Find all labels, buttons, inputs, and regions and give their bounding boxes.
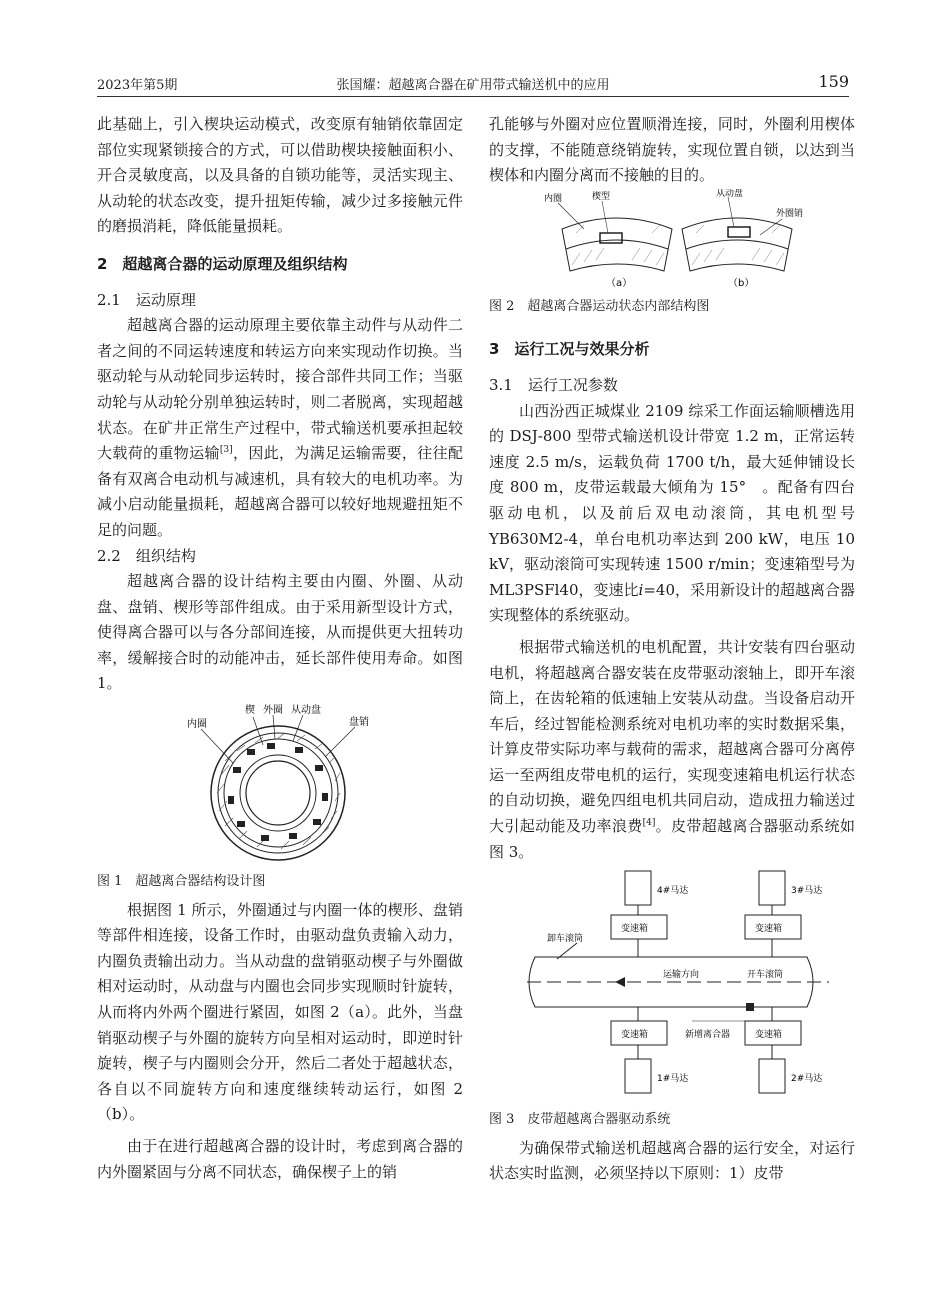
paragraph-design: 由于在进行超越离合器的设计时，考虑到离合器的内外圈紧固与分离不同状态，确保楔子上的销 <box>97 1137 463 1181</box>
start-drum-label: 开车滚筒 <box>747 970 784 981</box>
fig2-label-pin: 外圈销 <box>776 208 804 219</box>
paragraph-intro: 此基础上，引入楔块运动模式，改变原有轴销依靠固定部位实现紧锁接合的方式，可以借助楔块接触面积小、开合灵敏度高，以及具备的自锁功能等，灵活实现主、从动轮的状态改变，提升扭矩传输，减少过多接触元件的磨损消耗，降低能量损耗。 <box>97 115 463 236</box>
label-wedge: 楔 <box>245 705 255 717</box>
new-clutch-label: 新增离合器 <box>685 1030 731 1041</box>
gearbox-label-top-right: 变速箱 <box>755 924 783 935</box>
motor-3-label: 3#马达 <box>791 886 823 897</box>
new-clutch-mark <box>746 1003 754 1011</box>
paragraph-3-2: 根据带式输送机的电机配置，共计安装有四台驱动电机，将超越离合器安装在皮带驱动滚轴上，即开车滚筒上，在齿轮箱的低速轴上安装从动盘。当设备启动开车后，经过智能检测系统对电机功率的实时数据采集，计算皮带实际功率与载荷的需求，超越离合器可分离停运一至两组皮带电机的运行，实现变速箱电机运行状态的自动切换，避免四组电机共同启动，造成扭力输送过大引起动能及功率浪费[4]。皮带超越离合器驱动系统如图 3。 <box>489 637 855 861</box>
running-title: 张国耀：超越离合器在矿用带式输送机中的应用 <box>336 78 610 93</box>
section-2-heading: 2 超越离合器的运动原理及组织结构 <box>97 254 348 273</box>
paragraph-2-1: 超越离合器的运动原理主要依靠主动件与从动件二者之间的不同运转速度和转运方向来实现动作切换。当驱动轮与从动轮同步运转时，接合部件共同工作；当驱动轮与从动轮分别单独运转时，则二者脱离，实现超越状态。在矿井正常生产过程中，带式输送机要承担起较大载荷的重物运输[3]，因此，为满足运输需要，往往配备有双离合电动机与减速机，具有较大的电机功率。为减小启动能量损耗，超越离合器可以较好地规避扭矩不足的问题。 <box>97 316 463 539</box>
paragraph-3-1: 山西汾西正城煤业 2109 综采工作面运输顺槽选用的 DSJ-800 型带式输送机设计带宽 1.2 m，正常运转速度 2.5 m/s，运载负荷 1700 t/h，最大延伸铺设长度 800 m，皮带运载最大倾角为 15° 。配备有四台驱动电机，以及前后双电动滚筒，其电机型号 YB630M2-4，单台电机功率达到 200 kW，电压 10 kV，驱动滚筒可实现转速 1500 r/min；变速箱型号为 ML3PSFl40，变速比i=40，采用新设计的超越离合器实现整体的系统驱动。 <box>489 401 856 625</box>
section-3-heading: 3 运行工况与效果分析 <box>489 340 650 359</box>
reference-4: [4] <box>642 818 656 829</box>
section-2-2-heading: 2.2 组织结构 <box>97 546 196 565</box>
fig2-label-inner: 内圈 <box>544 193 563 204</box>
section-3-1-heading: 3.1 运行工况参数 <box>489 375 618 394</box>
wedge-mark <box>267 743 275 749</box>
figure-2-caption: 图 2 超越离合器运动状态内部结构图 <box>489 299 710 315</box>
right-column <box>489 112 855 1187</box>
paragraph-continued: 孔能够与外圈对应位置顺滑连接，同时，外圈利用楔体的支撑，不能随意绕销旋转，实现位置自锁，以达到当楔体和内圈分离而不接触的目的。 <box>489 115 855 185</box>
transport-direction-label: 运输方向 <box>663 970 700 981</box>
motor-4-label: 4#马达 <box>657 886 689 897</box>
figure-2 <box>489 189 855 298</box>
paragraph-2-2: 超越离合器的设计结构主要由内圈、外圈、从动盘、盘销、楔形等部件组成。由于采用新型设计方式，使得离合器可以与各分部间连接，从而提供更大扭转功率，缓解接合时的动能冲击，延长部件使用寿命。如图 1。 <box>97 572 463 693</box>
gearbox-label-bottom-right: 变速箱 <box>755 1030 783 1041</box>
section-2-1-heading: 2.1 运动原理 <box>97 290 196 309</box>
page-header <box>97 72 849 97</box>
figure-1 <box>97 701 463 872</box>
gearbox-label-bottom-left: 变速箱 <box>621 1030 649 1041</box>
unloading-drum-label: 卸车滚筒 <box>547 934 584 945</box>
page-number: 159 <box>818 72 849 91</box>
figure-3 <box>489 869 855 1110</box>
motor-2-label: 2#马达 <box>791 1074 823 1085</box>
label-driven-disc: 从动盘 <box>291 705 321 717</box>
figure-3-caption: 图 3 皮带超越离合器驱动系统 <box>489 1111 671 1127</box>
fig2-label-b: （b） <box>728 277 755 289</box>
motor-1-label: 1#马达 <box>657 1074 689 1085</box>
paragraph-figure-1: 根据图 1 所示，外圈通过与内圈一体的楔形、盘销等部件相连接，设备工作时，由驱动盘负责输入动力，内圈负责输出动力。当从动盘的盘销驱动楔子与外圈做相对运动时，从动盘与内圈也会同步实现顺时针旋转，从而将内外两个圈进行紧固，如图 2（a）。此外，当盘销驱动楔子与外圈的旋转方向呈相对运动时，即逆时针旋转，楔子与内圈则会分开，然后二者处于超越状态，各自以不同旋转方向和速度继续转动运行，如图 2（b）。 <box>97 900 463 1124</box>
label-outer-ring: 外圈 <box>263 705 283 717</box>
reference-3: [3] <box>219 445 233 456</box>
drive-system-diagram <box>507 869 837 1101</box>
fig2-label-driven: 从动盘 <box>716 188 744 199</box>
fig2-label-wedge: 楔型 <box>592 191 611 202</box>
gearbox-label-top-left: 变速箱 <box>621 924 649 935</box>
clutch-structure-diagram <box>165 701 395 863</box>
clutch-state-diagram <box>532 189 812 289</box>
label-inner-ring: 内圈 <box>187 719 207 731</box>
label-disc-pin: 盘销 <box>349 717 369 729</box>
left-column <box>97 112 463 1185</box>
issue-label: 2023年第5期 <box>97 78 178 93</box>
fig2-label-a: （a） <box>606 277 633 289</box>
paragraph-last: 为确保带式输送机超越离合器的运行安全，对运行状态实时监测，必须坚持以下原则：1）皮带 <box>489 1138 855 1183</box>
figure-1-caption: 图 1 超越离合器结构设计图 <box>97 873 266 889</box>
